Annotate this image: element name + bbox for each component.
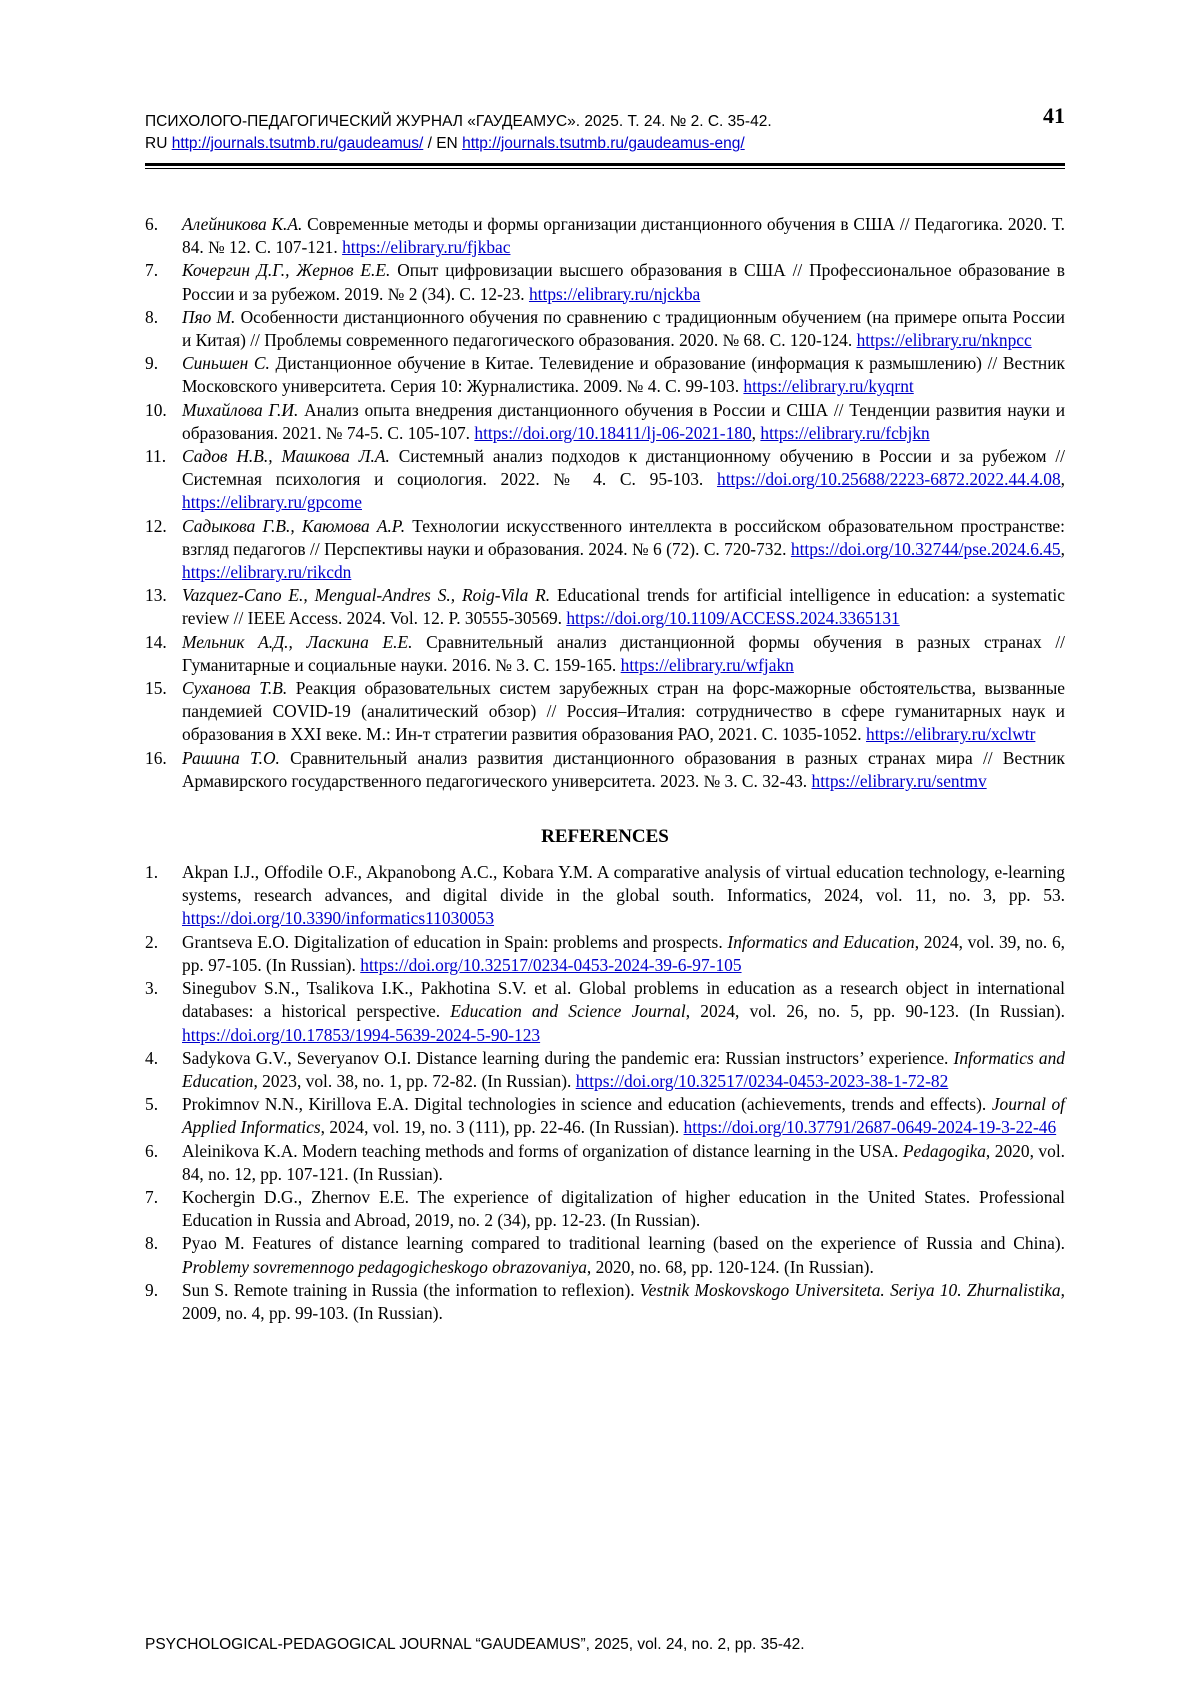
reference-item [145, 352, 1065, 398]
reference-number: 14. [145, 631, 167, 652]
journal-title-line: ПСИХОЛОГО-ПЕДАГОГИЧЕСКИЙ ЖУРНАЛ «ГАУДЕАМУС». 2025. Т. 24. № 2. С. 35-42. [145, 113, 772, 130]
reference-number: 12. [145, 515, 167, 536]
reference-text: Михайлова Г.И. Анализ опыта внедрения дистанционного обучения в России и США // Тенденции развития науки и образования. 2021. № 74-5. С. 105-107. https://doi.org/10.18411/lj-06-2021-180, https://elibrary.ru/fcbjkn [182, 399, 1066, 443]
reference-link[interactable]: https://elibrary.ru/rikcdn [182, 562, 352, 583]
reference-segment: , 2020, vol. 84, no. 12, pp. 107-121. (In Russian). [182, 1140, 1065, 1184]
reference-link[interactable]: https://doi.org/10.32744/pse.2024.6.45 [790, 538, 1061, 559]
reference-text [182, 1280, 1065, 1323]
reference-text [182, 353, 1065, 396]
reference-text [182, 1141, 1065, 1184]
reference-link[interactable]: https://doi.org/10.37791/2687-0649-2024-19-3-22-46 [683, 1117, 1057, 1138]
reference-number: 8. [145, 306, 159, 327]
reference-source-title: Education and Science Journal [450, 1001, 686, 1022]
ru-journal-link[interactable]: http://journals.tsutmb.ru/gaudeamus/ [171, 135, 424, 152]
reference-segment: Pyao M. Features of distance learning compared to traditional learning (based on the experience of Russia and China). [182, 1233, 1065, 1254]
header-rule-thick [145, 163, 1065, 166]
reference-number: 2. [145, 931, 159, 952]
reference-segment: Kochergin D.G., Zhernov E.E. The experience of digitalization of higher education in the United States. Professional Education in Russia and Abroad, 2019, no. 2 (34), pp. 12-23. (In Russian). [182, 1186, 1065, 1231]
reference-item [145, 213, 1065, 259]
reference-item [145, 399, 1065, 445]
reference-authors: Алейникова К.А. [182, 214, 303, 234]
english-reference-list [145, 861, 1065, 1325]
reference-number: 10. [145, 399, 167, 420]
reference-number: 11. [145, 446, 167, 467]
reference-item [145, 1047, 1065, 1093]
page-number: 41 [1043, 103, 1065, 128]
reference-body: Опыт цифровизации высшего образования в США // Профессиональное образование в России и за рубежом. 2019. № 2 (34). С. 12-23. [182, 260, 1065, 304]
reference-number: 9. [145, 353, 159, 374]
reference-authors: Пяо М. [182, 306, 236, 327]
reference-text [182, 978, 1065, 1044]
reference-segment: Grantseva E.O. Digitalization of education in Spain: problems and prospects. [182, 931, 728, 952]
reference-item [145, 1140, 1065, 1186]
reference-segment: Sinegubov S.N., Tsalikova I.K., Pakhotina S.V. et al. Global problems in education as a research object in international databases: a historical perspective. [182, 978, 1065, 1022]
reference-number: 7. [145, 260, 159, 281]
reference-text [182, 632, 1065, 675]
reference-number: 1. [145, 862, 159, 883]
reference-link[interactable]: https://elibrary.ru/njckba [528, 283, 701, 304]
reference-segment: Akpan I.J., Offodile O.F., Akpanobong A.C., Kobara Y.M. A comparative analysis of virtual education technology, e-learning systems, research advances, and digital divide in the global south. Informatics, 2024, vol. 11, no. 3, pp. 53. [182, 862, 1065, 906]
reference-segment: Aleinikova K.A. Modern teaching methods and forms of organization of distance learning in the USA. [182, 1140, 903, 1161]
references-heading: REFERENCES [541, 826, 669, 848]
reference-link[interactable]: https://elibrary.ru/wfjakn [620, 654, 794, 675]
reference-authors: Кочергин Д.Г., Жернов Е.Е. [182, 260, 391, 281]
running-footer: PSYCHOLOGICAL-PEDAGOGICAL JOURNAL “GAUDEAMUS”, 2025, vol. 24, no. 2, pp. 35-42. [145, 1636, 805, 1653]
reference-authors: Мельник А.Д., Ласкина Е.Е. [182, 631, 413, 652]
reference-link[interactable]: https://elibrary.ru/kyqrnt [743, 376, 914, 397]
reference-link[interactable]: https://elibrary.ru/xclwtr [866, 724, 1036, 745]
reference-number: 5. [145, 1094, 159, 1115]
reference-item [145, 1279, 1065, 1325]
reference-item [145, 445, 1065, 515]
reference-text [182, 748, 1065, 791]
running-header [145, 103, 1065, 155]
reference-body: Особенности дистанционного обучения по сравнению с традиционным обучением (на примере опыта России и Китая) // Проблемы современного педагогического образования. 2020. № 68. С. 120-124. [182, 306, 1065, 351]
reference-text [182, 1048, 1065, 1091]
reference-body: Современные методы и формы организации дистанционного обучения в США // Педагогика. 2020. Т. 84. № 12. С. 107-121. [182, 214, 1065, 258]
reference-authors: Суханова Т.В. [182, 678, 288, 699]
reference-item [145, 584, 1065, 630]
reference-segment: , 2024, vol. 19, no. 3 (111), pp. 22-46. (In Russian). [320, 1117, 684, 1138]
reference-link[interactable]: https://elibrary.ru/nknpcc [856, 330, 1032, 351]
reference-item [145, 931, 1065, 977]
reference-text [182, 260, 1065, 303]
reference-link[interactable]: https://doi.org/10.32517/0234-0453-2024-39-6-97-105 [360, 954, 742, 975]
reference-text [182, 862, 1065, 928]
reference-link[interactable]: https://elibrary.ru/fjkbac [342, 237, 511, 258]
reference-link[interactable]: https://doi.org/10.18411/lj-06-2021-180 [474, 422, 752, 443]
ru-prefix: RU [145, 135, 168, 152]
reference-item [145, 631, 1065, 677]
russian-reference-list [145, 213, 1065, 793]
reference-authors: Михайлова Г.И. [182, 399, 299, 420]
reference-number: 13. [145, 585, 167, 606]
reference-item [145, 1232, 1065, 1278]
reference-number: 7. [145, 1186, 159, 1207]
reference-link[interactable]: https://doi.org/10.3390/informatics11030053 [182, 908, 495, 929]
reference-text [182, 1187, 1065, 1230]
reference-link[interactable]: https://doi.org/10.32517/0234-0453-2023-38-1-72-82 [575, 1070, 949, 1091]
reference-body: Реакция образовательных систем зарубежных стран на форс-мажорные обстоятельства, вызванные пандемией COVID-19 (аналитический обзор) // Россия–Италия: сотрудничество в сфере гуманитарных наук и образования в XXI веке. М.: Ин-т стратегии развития образования РАО, 2021. С. 1035-1052. [182, 678, 1065, 745]
reference-item [145, 259, 1065, 305]
reference-body: Дистанционное обучение в Китае. Телевидение и образование (информация к размышлению) // Вестник Московского университета. Серия 10: Журналистика. 2009. № 4. С. 99-103. [182, 353, 1065, 397]
reference-segment: , 2024, vol. 26, no. 5, pp. 90-123. (In Russian). [685, 1001, 1065, 1022]
reference-number: 9. [145, 1279, 159, 1300]
reference-link[interactable]: https://elibrary.ru/sentmv [811, 770, 987, 791]
reference-authors: Садов Н.В., Машкова Л.А. [182, 446, 390, 467]
reference-text [182, 1094, 1065, 1137]
reference-number: 8. [145, 1233, 159, 1254]
page-content [145, 213, 1065, 1325]
reference-number: 6. [145, 1140, 159, 1161]
reference-item [145, 1093, 1065, 1139]
reference-link[interactable]: https://doi.org/10.17853/1994-5639-2024-5-90-123 [182, 1024, 541, 1045]
reference-link[interactable]: https://doi.org/10.25688/2223-6872.2022.44.4.08 [717, 469, 1061, 490]
reference-body: Анализ опыта внедрения дистанционного обучения в России и США // Тенденции развития науки и образования. 2021. № 74-5. С. 105-107. [182, 399, 1066, 443]
reference-source-title: Informatics and Education [182, 1047, 1065, 1091]
reference-segment: Sun S. Remote training in Russia (the information to reflexion). [182, 1279, 640, 1300]
reference-text [182, 307, 1065, 350]
journal-urls-line [145, 133, 1065, 155]
reference-link[interactable]: https://elibrary.ru/fcbjkn [760, 422, 930, 443]
reference-segment: Sadykova G.V., Severyanov O.I. Distance learning during the pandemic era: Russian instructors’ experience. [182, 1047, 954, 1068]
reference-number: 6. [145, 214, 159, 234]
reference-number: 4. [145, 1047, 159, 1068]
reference-text [182, 932, 1065, 975]
reference-body: Системный анализ подходов к дистанционному обучению в России и за рубежом // Системная психология и социология. 2022. № 4. С. 95-103. [182, 446, 1066, 490]
en-prefix: / EN [427, 135, 458, 152]
reference-source-title: Informatics and Education [727, 931, 915, 952]
reference-source-title: Problemy sovremennogo pedagogicheskogo obrazovaniya [182, 1256, 587, 1277]
reference-authors: Садыкова Г.В., Каюмова А.Р. [182, 515, 406, 536]
reference-text [182, 585, 1065, 628]
reference-text [182, 1233, 1065, 1276]
reference-text: Садов Н.В., Машкова Л.А. Системный анализ подходов к дистанционному обучению в России и за рубежом // Системная психология и социология. 2022. № 4. С. 95-103. https://doi.org/10.25688/2223-6872.2022.44.4.08, https://elibrary.ru/gpcome [182, 446, 1066, 513]
reference-text: Садыкова Г.В., Каюмова А.Р. Технологии искусственного интеллекта в российском образовательном пространстве: взгляд педагогов // Перспективы науки и образования. 2024. № 6 (72). С. 720-732. https://doi.org/10.32744/pse.2024.6.45, https://elibrary.ru/rikcdn [182, 515, 1065, 583]
reference-item [145, 747, 1065, 793]
reference-number: 3. [145, 978, 159, 999]
en-journal-link[interactable]: http://journals.tsutmb.ru/gaudeamus-eng/ [462, 135, 745, 152]
reference-link[interactable]: https://doi.org/10.1109/ACCESS.2024.3365131 [566, 608, 900, 629]
reference-source-title: Vestnik Moskovskogo Universiteta. Seriya 10. Zhurnalistika [639, 1279, 1061, 1300]
reference-body: Технологии искусственного интеллекта в российском образовательном пространстве: взгляд педагогов // Перспективы науки и образования. 2024. № 6 (72). С. 720-732. [182, 515, 1065, 559]
reference-item [145, 977, 1065, 1047]
reference-number: 15. [145, 678, 167, 699]
reference-text [182, 214, 1065, 257]
reference-segment: , 2024, vol. 39, no. 6, pp. 97-105. (In Russian). [182, 931, 1066, 975]
reference-body: Сравнительный анализ дистанционной формы обучения в разных странах // Гуманитарные и социальные науки. 2016. № 3. С. 159-165. [182, 631, 1065, 675]
reference-item [145, 515, 1065, 585]
reference-authors: Синьшен С. [182, 353, 270, 374]
reference-link[interactable]: https://elibrary.ru/gpcome [182, 492, 362, 513]
reference-item [145, 677, 1065, 747]
reference-text [182, 678, 1065, 744]
reference-authors: Рашина Т.О. [182, 747, 280, 768]
reference-source-title: Journal of Applied Informatics [182, 1094, 1065, 1138]
reference-segment: Prokimnov N.N., Kirillova E.A. Digital technologies in science and education (achievements, trends and effects). [182, 1094, 992, 1115]
reference-body: Educational trends for artificial intelligence in education: a systematic review // IEEE Access. 2024. Vol. 12. P. 30555-30569. [182, 585, 1065, 629]
reference-segment: , 2023, vol. 38, no. 1, pp. 72-82. (In Russian). [253, 1070, 576, 1091]
reference-segment: , 2020, no. 68, pp. 120-124. (In Russian). [586, 1256, 874, 1277]
reference-item [145, 1186, 1065, 1232]
header-rule-thin [145, 168, 1065, 169]
reference-source-title: Pedagogika [902, 1140, 986, 1161]
reference-authors: Vazquez-Cano E., Mengual-Andres S., Roig-Vila R. [182, 585, 551, 606]
reference-item [145, 861, 1065, 931]
reference-segment: , 2009, no. 4, pp. 99-103. (In Russian). [182, 1279, 1065, 1323]
reference-number: 16. [145, 747, 167, 768]
reference-body: Сравнительный анализ развития дистанционного образования в разных странах мира // Вестник Армавирского государственного педагогического университета. 2023. № 3. С. 32-43. [182, 747, 1065, 791]
reference-item [145, 306, 1065, 352]
